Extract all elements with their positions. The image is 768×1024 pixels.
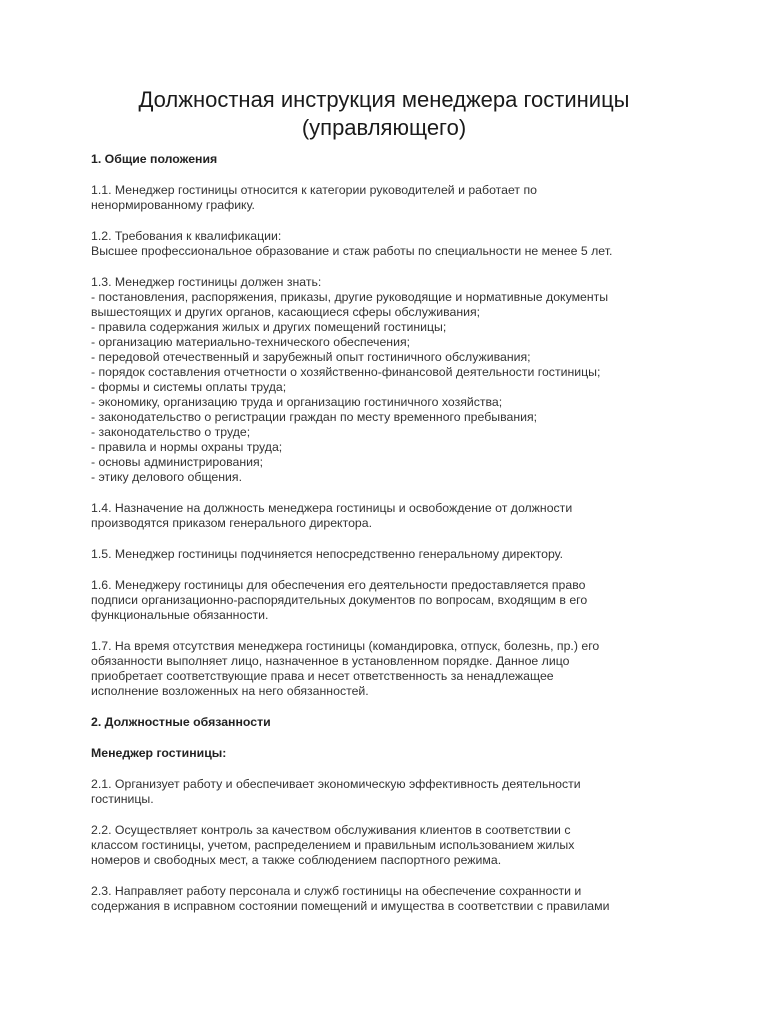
document-body <box>91 152 681 930</box>
paragraph-line: исполнение возложенных на него обязанностей. <box>91 684 369 698</box>
paragraph-line: - экономику, организацию труда и организацию гостиничного хозяйства; <box>91 395 503 409</box>
paragraph-line: 1.4. Назначение на должность менеджера гостиницы и освобождение от должности <box>91 501 573 515</box>
document-title-line-1: Должностная инструкция менеджера гостиницы <box>138 87 630 112</box>
paragraph-line: - законодательство о труде; <box>91 425 251 439</box>
paragraph <box>91 501 681 531</box>
paragraph-line: Высшее профессиональное образование и стаж работы по специальности не менее 5 лет. <box>91 244 613 258</box>
paragraph <box>91 183 681 213</box>
paragraph-line: 1.2. Требования к квалификации: <box>91 229 282 243</box>
paragraph <box>91 229 681 259</box>
paragraph-line: обязанности выполняет лицо, назначенное в установленном порядке. Данное лицо <box>91 654 570 668</box>
paragraph-line: приобретает соответствующие права и несет ответственность за ненадлежащее <box>91 669 554 683</box>
paragraph-line: - правила содержания жилых и других помещений гостиницы; <box>91 320 447 334</box>
paragraph-line: 1.7. На время отсутствия менеджера гостиницы (командировка, отпуск, болезнь, пр.) его <box>91 639 600 653</box>
paragraph <box>91 823 681 868</box>
paragraph <box>91 777 681 807</box>
paragraph-line: 1.3. Менеджер гостиницы должен знать: <box>91 275 322 289</box>
paragraph <box>91 547 681 562</box>
paragraph-line: 2.3. Направляет работу персонала и служб гостиницы на обеспечение сохранности и <box>91 884 582 898</box>
paragraph-line: - постановления, распоряжения, приказы, другие руководящие и нормативные документы <box>91 290 609 304</box>
paragraph <box>91 639 681 699</box>
paragraph-line: вышестоящих и других органов, касающиеся сферы обслуживания; <box>91 305 481 319</box>
paragraph-line: - законодательство о регистрации граждан по месту временного пребывания; <box>91 410 538 424</box>
document-title-line-2: (управляющего) <box>301 115 467 140</box>
paragraph-line: номеров и свободных мест, а также соблюдением паспортного режима. <box>91 853 502 867</box>
paragraph-line: 1.1. Менеджер гостиницы относится к категории руководителей и работает по <box>91 183 537 197</box>
paragraph-line: 1.6. Менеджеру гостиницы для обеспечения его деятельности предоставляется право <box>91 578 586 592</box>
paragraph-line: гостиницы. <box>91 792 154 806</box>
paragraph <box>91 884 681 914</box>
paragraph-line: - организацию материально-технического обеспечения; <box>91 335 411 349</box>
paragraph-line: ненормированному графику. <box>91 198 255 212</box>
paragraph <box>91 275 681 485</box>
paragraph-line: 2.2. Осуществляет контроль за качеством обслуживания клиентов в соответствии с <box>91 823 571 837</box>
paragraph-line: - передовой отечественный и зарубежный опыт гостиничного обслуживания; <box>91 350 531 364</box>
document-title <box>60 86 708 142</box>
paragraph-line: подписи организационно-распорядительных документов по вопросам, входящим в его <box>91 593 588 607</box>
paragraph-line: производятся приказом генерального директора. <box>91 516 372 530</box>
section-heading: 2. Должностные обязанности <box>91 715 271 729</box>
section-heading: Менеджер гостиницы: <box>91 746 227 760</box>
paragraph-line: 2.1. Организует работу и обеспечивает экономическую эффективность деятельности <box>91 777 581 791</box>
paragraph-line: содержания в исправном состоянии помещений и имущества в соответствии с правилами <box>91 899 610 913</box>
paragraph-line: - основы администрирования; <box>91 455 264 469</box>
paragraph-line: - правила и нормы охраны труда; <box>91 440 283 454</box>
paragraph-line: классом гостиницы, учетом, распределением и правильным использованием жилых <box>91 838 575 852</box>
paragraph-line: - формы и системы оплаты труда; <box>91 380 287 394</box>
paragraph-line: 1.5. Менеджер гостиницы подчиняется непосредственно генеральному директору. <box>91 547 563 561</box>
paragraph-line: - порядок составления отчетности о хозяйственно-финансовой деятельности гостиницы; <box>91 365 601 379</box>
paragraph-line: - этику делового общения. <box>91 470 242 484</box>
section-heading: 1. Общие положения <box>91 152 218 166</box>
paragraph-line: функциональные обязанности. <box>91 608 269 622</box>
paragraph <box>91 578 681 623</box>
